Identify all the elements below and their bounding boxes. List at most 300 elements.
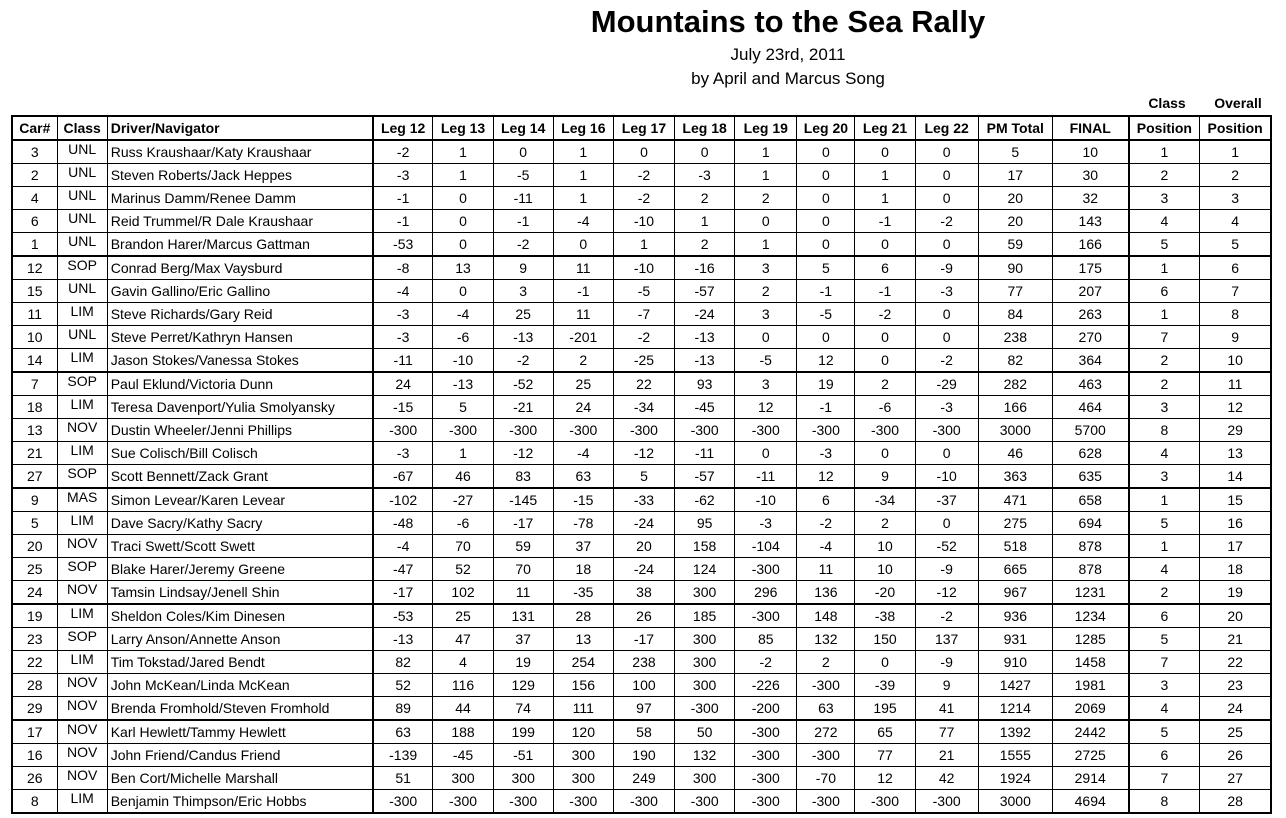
table-cell: 8 [1129, 790, 1200, 814]
table-cell: 9 [12, 488, 57, 512]
table-cell: -13 [373, 628, 433, 651]
table-cell: 10 [855, 558, 915, 581]
table-cell: 2 [1129, 164, 1200, 187]
column-header: Leg 22 [915, 116, 978, 140]
table-row [12, 720, 1271, 744]
table-cell: 0 [797, 164, 855, 187]
table-cell: -57 [675, 465, 735, 489]
event-author: by April and Marcus Song [691, 69, 885, 88]
column-header: Leg 12 [373, 116, 433, 140]
table-cell: 132 [675, 744, 735, 767]
table-cell: 463 [1052, 372, 1128, 396]
table-cell: Conrad Berg/Max Vaysburd [107, 256, 373, 280]
table-cell: 11 [797, 558, 855, 581]
table-cell: 1 [855, 164, 915, 187]
table-cell: 300 [493, 767, 553, 790]
table-cell: 2 [797, 651, 855, 674]
table-cell: 21 [915, 744, 978, 767]
table-cell: 300 [433, 767, 493, 790]
table-cell: 300 [675, 674, 735, 697]
table-cell: -1 [797, 280, 855, 303]
table-cell: -53 [373, 233, 433, 257]
table-cell: -5 [735, 349, 797, 373]
column-header: Leg 17 [613, 116, 674, 140]
table-cell: 3000 [978, 419, 1052, 442]
table-cell: 4 [433, 651, 493, 674]
table-cell: 0 [433, 210, 493, 233]
table-cell: 270 [1052, 326, 1128, 349]
table-cell: 5 [1129, 628, 1200, 651]
table-cell: 300 [675, 651, 735, 674]
table-cell: 89 [373, 697, 433, 721]
table-cell: 11 [1200, 372, 1271, 396]
table-cell: 635 [1052, 465, 1128, 489]
table-cell: 1 [1200, 140, 1271, 164]
table-cell: -11 [373, 349, 433, 373]
table-cell: -11 [675, 442, 735, 465]
table-cell: -2 [613, 164, 674, 187]
table-cell: 70 [433, 535, 493, 558]
table-cell: Reid Trummel/R Dale Kraushaar [107, 210, 373, 233]
table-cell: 5 [1129, 233, 1200, 257]
table-cell: -300 [373, 790, 433, 814]
table-row [12, 419, 1271, 442]
table-cell: 4 [1129, 442, 1200, 465]
table-cell: 17 [12, 720, 57, 744]
table-cell: 195 [855, 697, 915, 721]
table-cell: 3 [735, 303, 797, 326]
table-row [12, 465, 1271, 489]
table-cell: 19 [1200, 581, 1271, 605]
column-header: Car# [12, 116, 57, 140]
table-cell: 0 [797, 233, 855, 257]
table-cell: 6 [1129, 744, 1200, 767]
table-cell: 2 [735, 187, 797, 210]
table-cell: -33 [613, 488, 674, 512]
table-cell: -104 [735, 535, 797, 558]
table-cell: 0 [797, 326, 855, 349]
table-cell: 12 [1200, 396, 1271, 419]
table-cell: 2 [735, 280, 797, 303]
table-cell: 82 [978, 349, 1052, 373]
table-cell: -300 [797, 674, 855, 697]
table-row [12, 535, 1271, 558]
table-cell: -11 [493, 187, 553, 210]
column-header: PM Total [978, 116, 1052, 140]
table-cell: 9 [493, 256, 553, 280]
table-cell: -4 [433, 303, 493, 326]
table-cell: -3 [675, 164, 735, 187]
table-cell: 4694 [1052, 790, 1128, 814]
table-cell: -17 [373, 581, 433, 605]
table-cell: -10 [613, 210, 674, 233]
table-cell: 5 [433, 396, 493, 419]
table-cell: 6 [12, 210, 57, 233]
table-cell: 1555 [978, 744, 1052, 767]
table-row [12, 697, 1271, 721]
table-cell: -300 [915, 790, 978, 814]
table-cell: LIM [57, 442, 107, 465]
table-cell: 1 [1129, 535, 1200, 558]
table-cell: 282 [978, 372, 1052, 396]
table-cell: 124 [675, 558, 735, 581]
table-cell: 3 [1129, 674, 1200, 697]
table-cell: -6 [433, 512, 493, 535]
table-cell: UNL [57, 187, 107, 210]
table-cell: 28 [12, 674, 57, 697]
table-cell: 3 [735, 256, 797, 280]
table-cell: 4 [12, 187, 57, 210]
table-cell: -24 [613, 512, 674, 535]
table-cell: -2 [613, 326, 674, 349]
table-cell: 50 [675, 720, 735, 744]
table-cell: 13 [1200, 442, 1271, 465]
table-cell: 52 [373, 674, 433, 697]
table-cell: 38 [613, 581, 674, 605]
table-cell: 0 [915, 233, 978, 257]
table-row [12, 303, 1271, 326]
table-cell: 166 [1052, 233, 1128, 257]
table-cell: 1392 [978, 720, 1052, 744]
table-cell: 137 [915, 628, 978, 651]
table-cell: 19 [493, 651, 553, 674]
column-header: Leg 13 [433, 116, 493, 140]
table-cell: 0 [915, 187, 978, 210]
table-cell: 51 [373, 767, 433, 790]
table-cell: NOV [57, 697, 107, 721]
table-cell: -47 [373, 558, 433, 581]
table-cell: 931 [978, 628, 1052, 651]
table-cell: 967 [978, 581, 1052, 605]
table-cell: 97 [613, 697, 674, 721]
table-cell: 0 [433, 280, 493, 303]
table-cell: 1234 [1052, 604, 1128, 628]
table-cell: LIM [57, 651, 107, 674]
table-cell: NOV [57, 581, 107, 605]
table-cell: 65 [855, 720, 915, 744]
table-cell: 18 [553, 558, 613, 581]
table-cell: 0 [855, 651, 915, 674]
table-cell: 1 [433, 442, 493, 465]
table-cell: 29 [1200, 419, 1271, 442]
table-cell: 19 [12, 604, 57, 628]
table-cell: 16 [12, 744, 57, 767]
table-cell: 90 [978, 256, 1052, 280]
table-cell: -300 [735, 720, 797, 744]
table-cell: 11 [553, 303, 613, 326]
table-cell: -13 [675, 326, 735, 349]
table-cell: 5 [978, 140, 1052, 164]
table-cell: 52 [433, 558, 493, 581]
table-cell: 12 [797, 465, 855, 489]
table-row [12, 604, 1271, 628]
column-header: Position [1200, 116, 1271, 140]
table-cell: 188 [433, 720, 493, 744]
table-cell: 0 [915, 164, 978, 187]
table-cell: 129 [493, 674, 553, 697]
table-cell: 1 [433, 140, 493, 164]
table-row [12, 674, 1271, 697]
table-cell: 5 [1129, 512, 1200, 535]
table-cell: 2069 [1052, 697, 1128, 721]
table-cell: 22 [613, 372, 674, 396]
table-cell: 3 [735, 372, 797, 396]
table-cell: 85 [735, 628, 797, 651]
table-cell: 6 [1200, 256, 1271, 280]
table-cell: NOV [57, 674, 107, 697]
table-cell: 0 [855, 349, 915, 373]
table-cell: -3 [373, 326, 433, 349]
table-cell: 1 [433, 164, 493, 187]
table-cell: 363 [978, 465, 1052, 489]
table-cell: -5 [797, 303, 855, 326]
table-cell: 30 [1052, 164, 1128, 187]
table-cell: NOV [57, 720, 107, 744]
table-cell: -24 [613, 558, 674, 581]
table-cell: 111 [553, 697, 613, 721]
table-cell: 21 [1200, 628, 1271, 651]
table-cell: 23 [1200, 674, 1271, 697]
table-cell: 18 [1200, 558, 1271, 581]
table-cell: 3 [1200, 187, 1271, 210]
table-cell: -2 [797, 512, 855, 535]
table-cell: Steve Richards/Gary Reid [107, 303, 373, 326]
table-cell: UNL [57, 280, 107, 303]
table-cell: 471 [978, 488, 1052, 512]
table-cell: 136 [797, 581, 855, 605]
table-cell: 6 [1129, 604, 1200, 628]
table-cell: 77 [915, 720, 978, 744]
table-cell: 207 [1052, 280, 1128, 303]
table-cell: -3 [915, 280, 978, 303]
table-cell: -20 [855, 581, 915, 605]
table-cell: 1 [1129, 303, 1200, 326]
table-cell: 878 [1052, 535, 1128, 558]
table-cell: Dave Sacry/Kathy Sacry [107, 512, 373, 535]
table-cell: 1231 [1052, 581, 1128, 605]
table-cell: 24 [1200, 697, 1271, 721]
table-cell: -300 [493, 790, 553, 814]
table-cell: 249 [613, 767, 674, 790]
table-cell: 7 [12, 372, 57, 396]
column-header: Leg 14 [493, 116, 553, 140]
table-cell: -300 [675, 419, 735, 442]
table-cell: -300 [735, 419, 797, 442]
table-cell: 12 [855, 767, 915, 790]
table-cell: Tim Tokstad/Jared Bendt [107, 651, 373, 674]
table-cell: 83 [493, 465, 553, 489]
table-cell: Brenda Fromhold/Steven Fromhold [107, 697, 373, 721]
table-cell: -9 [915, 651, 978, 674]
table-row [12, 767, 1271, 790]
table-cell: -1 [797, 396, 855, 419]
table-cell: SOP [57, 372, 107, 396]
table-cell: Karl Hewlett/Tammy Hewlett [107, 720, 373, 744]
table-cell: -8 [373, 256, 433, 280]
table-cell: 95 [675, 512, 735, 535]
table-cell: 11 [553, 256, 613, 280]
table-cell: 44 [433, 697, 493, 721]
table-cell: -3 [373, 442, 433, 465]
table-cell: 658 [1052, 488, 1128, 512]
table-cell: 6 [1129, 280, 1200, 303]
table-cell: -1 [855, 280, 915, 303]
table-cell: 2 [675, 233, 735, 257]
table-cell: Russ Kraushaar/Katy Kraushaar [107, 140, 373, 164]
table-cell: SOP [57, 558, 107, 581]
table-cell: 4 [1129, 558, 1200, 581]
table-cell: UNL [57, 210, 107, 233]
table-cell: 4 [1129, 210, 1200, 233]
table-cell: 156 [553, 674, 613, 697]
table-cell: 238 [978, 326, 1052, 349]
table-cell: Scott Bennett/Zack Grant [107, 465, 373, 489]
table-cell: 1 [855, 187, 915, 210]
table-cell: John Friend/Candus Friend [107, 744, 373, 767]
table-cell: -11 [735, 465, 797, 489]
table-cell: 20 [978, 187, 1052, 210]
table-cell: 116 [433, 674, 493, 697]
table-cell: -2 [915, 349, 978, 373]
table-cell: -9 [915, 558, 978, 581]
table-cell: Marinus Damm/Renee Damm [107, 187, 373, 210]
table-cell: SOP [57, 256, 107, 280]
table-cell: 0 [855, 442, 915, 465]
table-cell: 42 [915, 767, 978, 790]
table-cell: 5 [1200, 233, 1271, 257]
table-cell: 150 [855, 628, 915, 651]
table-cell: 12 [12, 256, 57, 280]
table-cell: 2 [1129, 581, 1200, 605]
table-cell: 143 [1052, 210, 1128, 233]
table-cell: 166 [978, 396, 1052, 419]
table-cell: -25 [613, 349, 674, 373]
table-cell: Steve Perret/Kathryn Hansen [107, 326, 373, 349]
table-cell: -300 [797, 790, 855, 814]
table-cell: 77 [855, 744, 915, 767]
table-cell: 0 [915, 303, 978, 326]
table-cell: -6 [855, 396, 915, 419]
table-cell: Teresa Davenport/Yulia Smolyansky [107, 396, 373, 419]
table-cell: -1 [373, 187, 433, 210]
table-cell: Dustin Wheeler/Jenni Phillips [107, 419, 373, 442]
table-cell: -15 [373, 396, 433, 419]
table-row [12, 210, 1271, 233]
table-cell: 100 [613, 674, 674, 697]
table-cell: 63 [373, 720, 433, 744]
table-cell: 24 [553, 396, 613, 419]
table-cell: -9 [915, 256, 978, 280]
table-cell: 22 [1200, 651, 1271, 674]
table-cell: 254 [553, 651, 613, 674]
table-cell: -4 [553, 210, 613, 233]
table-cell: -2 [915, 210, 978, 233]
table-cell: -34 [613, 396, 674, 419]
table-cell: LIM [57, 604, 107, 628]
table-cell: 0 [915, 442, 978, 465]
table-cell: 12 [735, 396, 797, 419]
table-cell: -2 [915, 604, 978, 628]
table-cell: 1427 [978, 674, 1052, 697]
table-cell: -17 [613, 628, 674, 651]
table-cell: 27 [12, 465, 57, 489]
table-row [12, 396, 1271, 419]
table-cell: 15 [12, 280, 57, 303]
column-header: Driver/Navigator [107, 116, 373, 140]
table-cell: SOP [57, 628, 107, 651]
column-header: Leg 19 [735, 116, 797, 140]
table-cell: 63 [797, 697, 855, 721]
table-cell: 26 [1200, 744, 1271, 767]
column-header: FINAL [1052, 116, 1128, 140]
table-cell: -5 [493, 164, 553, 187]
table-cell: Gavin Gallino/Eric Gallino [107, 280, 373, 303]
table-cell: -48 [373, 512, 433, 535]
table-cell: -10 [735, 488, 797, 512]
table-cell: 1 [553, 140, 613, 164]
table-cell: -4 [553, 442, 613, 465]
table-cell: -1 [553, 280, 613, 303]
table-cell: 158 [675, 535, 735, 558]
table-cell: 3 [1129, 396, 1200, 419]
table-cell: -78 [553, 512, 613, 535]
table-cell: 27 [1200, 767, 1271, 790]
table-cell: 0 [855, 326, 915, 349]
table-cell: 2 [855, 372, 915, 396]
table-cell: 2 [553, 349, 613, 373]
table-cell: 1 [735, 164, 797, 187]
table-cell: 25 [553, 372, 613, 396]
table-cell: 148 [797, 604, 855, 628]
table-cell: 238 [613, 651, 674, 674]
table-cell: 28 [1200, 790, 1271, 814]
table-cell: -57 [675, 280, 735, 303]
table-cell: 23 [12, 628, 57, 651]
table-cell: 518 [978, 535, 1052, 558]
table-cell: -6 [433, 326, 493, 349]
table-row [12, 140, 1271, 164]
table-cell: -4 [373, 535, 433, 558]
table-cell: 185 [675, 604, 735, 628]
table-cell: 16 [1200, 512, 1271, 535]
table-cell: 272 [797, 720, 855, 744]
table-cell: LIM [57, 303, 107, 326]
table-cell: 3000 [978, 790, 1052, 814]
table-cell: 74 [493, 697, 553, 721]
table-cell: 6 [855, 256, 915, 280]
table-cell: Benjamin Thimpson/Eric Hobbs [107, 790, 373, 814]
table-cell: 4 [1129, 697, 1200, 721]
table-cell: UNL [57, 164, 107, 187]
table-cell: MAS [57, 488, 107, 512]
table-cell: 24 [12, 581, 57, 605]
table-cell: 0 [797, 140, 855, 164]
table-cell: -10 [433, 349, 493, 373]
table-cell: Tamsin Lindsay/Jenell Shin [107, 581, 373, 605]
table-cell: LIM [57, 790, 107, 814]
table-cell: 300 [553, 767, 613, 790]
table-cell: -38 [855, 604, 915, 628]
table-cell: 878 [1052, 558, 1128, 581]
table-row [12, 512, 1271, 535]
table-cell: 5 [613, 465, 674, 489]
table-cell: 7 [1129, 767, 1200, 790]
class-group-label: Class [1148, 95, 1186, 111]
table-cell: 910 [978, 651, 1052, 674]
table-cell: 28 [553, 604, 613, 628]
table-cell: -12 [613, 442, 674, 465]
table-cell: 32 [1052, 187, 1128, 210]
